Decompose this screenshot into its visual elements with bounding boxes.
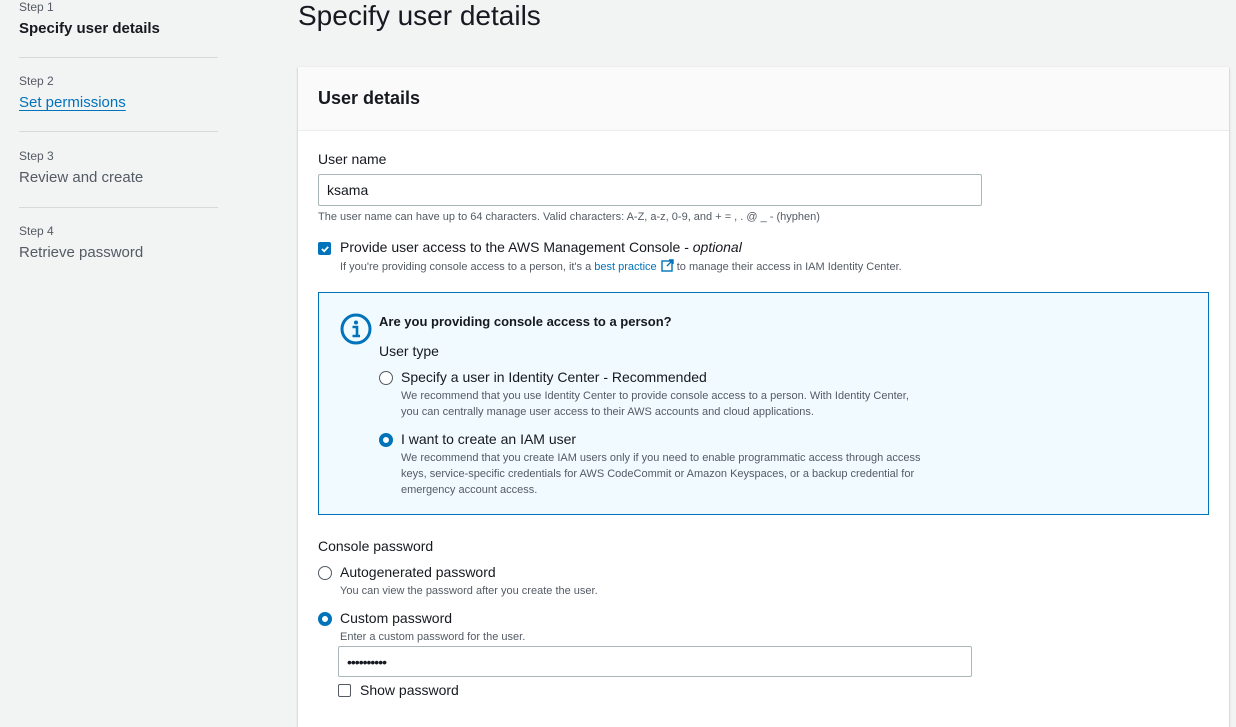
step-1 [19, 0, 219, 38]
divider [19, 207, 218, 208]
step-4 [19, 224, 219, 262]
custom-password-radio[interactable] [318, 612, 332, 626]
console-access-label [340, 239, 742, 255]
identity-center-desc-2: you can centrally manage user access to their AWS accounts and cloud applications. [401, 406, 814, 418]
checkmark-icon [320, 244, 330, 254]
step-3 [19, 149, 219, 187]
divider [19, 131, 218, 132]
iam-user-desc-1: We recommend that you create IAM users only if you need to enable programmatic access through access [401, 452, 921, 464]
info-alert [318, 292, 1209, 515]
info-icon [340, 313, 372, 350]
custom-password-desc: Enter a custom password for the user. [340, 631, 526, 643]
autogenerated-password-desc: You can view the password after you create the user. [340, 585, 598, 597]
iam-user-radio[interactable] [379, 433, 393, 447]
console-password-label: Console password [318, 538, 434, 554]
external-link-icon[interactable] [661, 259, 674, 277]
iam-user-desc-3: emergency account access. [401, 484, 538, 496]
show-password-checkbox[interactable] [338, 684, 351, 697]
best-practice-link[interactable]: best practice [594, 261, 657, 273]
autogenerated-password-radio[interactable] [318, 566, 332, 580]
console-access-label-text: Provide user access to the AWS Management Console - [340, 239, 693, 255]
identity-center-desc-1: We recommend that you use Identity Center to provide console access to a person. With Identity Center, [401, 390, 909, 402]
autogenerated-password-label: Autogenerated password [340, 564, 496, 580]
panel-header [298, 67, 1229, 131]
page-title: Specify user details [298, 0, 541, 31]
custom-password-input[interactable] [338, 646, 972, 677]
user-name-label: User name [318, 151, 387, 167]
step-title: Retrieve password [19, 244, 144, 261]
identity-center-option-label: Specify a user in Identity Center - Recommended [401, 369, 707, 385]
step-2 [19, 74, 219, 112]
step-number: Step 3 [19, 149, 54, 163]
console-access-hint [340, 259, 902, 277]
hint-text: If you're providing console access to a person, it's a [340, 261, 595, 273]
step-title-current: Specify user details [19, 20, 160, 37]
panel-title: User details [318, 88, 421, 108]
user-type-label: User type [379, 343, 439, 359]
divider [19, 57, 218, 58]
step-number: Step 1 [19, 0, 54, 14]
custom-password-label: Custom password [340, 610, 453, 626]
step-number: Step 4 [19, 224, 54, 238]
identity-center-radio[interactable] [379, 371, 393, 385]
user-name-input[interactable] [318, 174, 982, 206]
console-access-checkbox[interactable] [318, 242, 331, 255]
user-details-panel [298, 67, 1229, 727]
set-permissions-link[interactable]: Set permissions [19, 94, 126, 111]
iam-user-option-label: I want to create an IAM user [401, 431, 577, 447]
optional-label: optional [692, 239, 742, 255]
show-password-label: Show password [360, 682, 459, 698]
step-title: Review and create [19, 169, 144, 186]
step-number: Step 2 [19, 74, 54, 88]
hint-text: to manage their access in IAM Identity Center. [673, 261, 902, 273]
user-name-hint: The user name can have up to 64 characters. Valid characters: A-Z, a-z, 0-9, and + = , . @ _ - (hyphen) [318, 211, 820, 223]
iam-user-desc-2: keys, service-specific credentials for AWS CodeCommit or Amazon Keyspaces, or a backup credential for [401, 468, 915, 480]
info-title: Are you providing console access to a person? [379, 314, 672, 329]
